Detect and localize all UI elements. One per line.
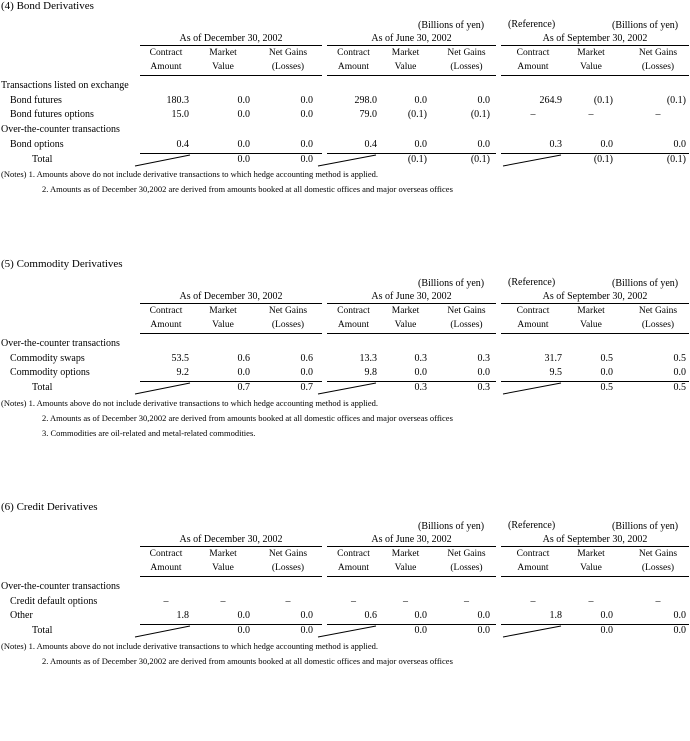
units-label: (Billions of yen) [418, 20, 485, 31]
column-header-line2: (Losses) [450, 563, 483, 573]
column-header-rule [140, 75, 322, 76]
cell-value: 0.0 [237, 109, 250, 121]
not-applicable-slash [318, 155, 376, 167]
cell-value: 0.0 [673, 625, 686, 637]
column-header-line1: Net Gains [268, 306, 308, 316]
column-header-line2: (Losses) [641, 320, 675, 330]
column-header-line2: (Losses) [641, 62, 675, 72]
cell-value: 0.0 [477, 367, 490, 379]
cell-value: 9.5 [549, 367, 562, 379]
cell-value: 0.0 [414, 94, 427, 106]
column-header-line1: Contract [337, 549, 370, 559]
column-header-line2: (Losses) [641, 563, 675, 573]
column-header-line1: Market [577, 48, 605, 58]
column-header-rule [501, 576, 689, 577]
cell-value: 0.3 [414, 352, 427, 364]
note-line: 2. Amounts as of December 30,2002 are derived from amounts booked at all domestic offices and major overseas offices [42, 412, 453, 423]
cell-value: 0.0 [237, 367, 250, 379]
period-header: As of June 30, 2002 [371, 33, 452, 44]
units-label: (Billions of yen) [418, 278, 485, 289]
note-line: 2. Amounts as of December 30,2002 are derived from amounts booked at all domestic offices and major overseas offices [42, 655, 453, 666]
cell-value: 0.5 [600, 382, 613, 394]
reference-label: (Reference) [508, 19, 556, 30]
column-header-line2: Amount [337, 320, 370, 330]
cell-value: 0.7 [237, 382, 250, 394]
units-label: (Billions of yen) [612, 278, 679, 289]
column-header-line2: (Losses) [450, 320, 483, 330]
cell-value: – [655, 595, 661, 607]
column-header-line2: Amount [517, 563, 549, 573]
column-header-line1: Net Gains [638, 549, 678, 559]
cell-value: 0.0 [477, 625, 490, 637]
section-title: (6) Credit Derivatives [1, 501, 98, 513]
cell-value: 0.0 [300, 109, 313, 121]
category-label: Over-the-counter transactions [1, 581, 120, 592]
column-header-line1: Contract [337, 48, 370, 58]
cell-value: 53.5 [171, 352, 189, 364]
not-applicable-slash [503, 383, 561, 395]
header-rule [501, 45, 689, 46]
cell-value: 9.8 [364, 367, 377, 379]
cell-value: 0.0 [477, 138, 490, 150]
cell-value: 0.4 [364, 138, 377, 150]
column-header-line2: Amount [150, 563, 182, 573]
cell-value: 0.5 [673, 352, 686, 364]
cell-value: 9.2 [176, 367, 189, 379]
cell-value: (0.1) [593, 153, 613, 165]
column-header-line2: Amount [150, 62, 182, 72]
cell-value: 0.0 [300, 153, 313, 165]
section-4 [0, 0, 690, 240]
period-header: As of December 30, 2002 [179, 33, 283, 44]
cell-value: 79.0 [359, 109, 377, 121]
column-header-line1: Net Gains [638, 48, 678, 58]
note-line: 3. Commodities are oil-related and metal-related commodities. [42, 427, 256, 438]
cell-value: – [530, 595, 536, 607]
column-header-line1: Net Gains [447, 549, 486, 559]
column-header-line1: Contract [516, 549, 550, 559]
cell-value: 1.8 [549, 610, 562, 622]
period-header: As of September 30, 2002 [542, 33, 648, 44]
cell-value: 0.0 [237, 94, 250, 106]
column-header-line1: Contract [516, 48, 550, 58]
column-header-line1: Net Gains [268, 549, 308, 559]
period-header: As of June 30, 2002 [371, 291, 452, 302]
cell-value: (0.1) [593, 94, 613, 106]
column-header-rule [327, 75, 496, 76]
units-label: (Billions of yen) [418, 521, 485, 532]
cell-value: 0.0 [673, 138, 686, 150]
column-header-line1: Market [577, 306, 605, 316]
total-label: Total [32, 625, 53, 637]
row-label: Other [10, 610, 33, 622]
not-applicable-slash [318, 383, 376, 395]
cell-value: 0.6 [237, 352, 250, 364]
column-header-line2: Value [580, 563, 602, 573]
cell-value: 0.7 [300, 382, 313, 394]
section-title: (4) Bond Derivatives [1, 0, 94, 12]
column-header-line2: Amount [150, 320, 182, 330]
cell-value: 0.4 [176, 138, 189, 150]
column-header-line1: Contract [149, 48, 183, 58]
cell-value: 0.0 [300, 138, 313, 150]
column-header-line1: Market [391, 48, 420, 58]
category-label: Over-the-counter transactions [1, 124, 120, 136]
note-line: (Notes) 1. Amounts above do not include derivative transactions to which hedge accounting method is applied. [1, 640, 378, 651]
cell-value: (0.1) [407, 153, 427, 165]
row-label: Credit default options [10, 595, 98, 607]
header-rule [327, 546, 496, 547]
cell-value: 0.0 [237, 138, 250, 150]
cell-value: 264.9 [539, 94, 562, 106]
column-header-line2: Value [394, 563, 417, 573]
cell-value: 0.0 [673, 610, 686, 622]
column-header-line2: Value [580, 62, 602, 72]
period-header: As of September 30, 2002 [542, 534, 648, 545]
cell-value: 0.0 [600, 610, 613, 622]
column-header-rule [501, 333, 689, 334]
cell-value: 0.6 [364, 610, 377, 622]
column-header-line1: Net Gains [447, 306, 486, 316]
header-rule [140, 45, 322, 46]
column-header-line2: Amount [517, 62, 549, 72]
column-header-rule [140, 576, 322, 577]
cell-value: 0.0 [300, 610, 313, 622]
not-applicable-slash [135, 383, 190, 395]
column-header-line1: Contract [149, 549, 183, 559]
column-header-line2: Amount [337, 62, 370, 72]
cell-value: 0.0 [414, 625, 427, 637]
cell-value: (0.1) [470, 109, 490, 121]
units-label: (Billions of yen) [612, 521, 679, 532]
cell-value: 0.0 [300, 94, 313, 106]
header-rule [501, 303, 689, 304]
column-header-line1: Market [209, 549, 237, 559]
cell-value: (0.1) [470, 153, 490, 165]
column-header-line2: Value [212, 563, 234, 573]
category-label: Over-the-counter transactions [1, 338, 120, 349]
cell-value: 0.0 [477, 610, 490, 622]
cell-value: 0.0 [414, 367, 427, 379]
header-rule [327, 45, 496, 46]
cell-value: 0.0 [237, 610, 250, 622]
cell-value: (0.1) [666, 153, 686, 165]
header-rule [140, 303, 322, 304]
column-header-line1: Net Gains [447, 48, 486, 58]
column-header-line1: Net Gains [638, 306, 678, 316]
column-header-rule [140, 333, 322, 334]
column-header-line2: Value [394, 320, 417, 330]
column-header-line2: (Losses) [450, 62, 483, 72]
category-label: Transactions listed on exchange [1, 80, 129, 91]
section-6 [0, 501, 690, 741]
cell-value: 0.0 [237, 153, 250, 165]
column-header-line1: Market [577, 549, 605, 559]
header-rule [327, 303, 496, 304]
cell-value: 1.8 [176, 610, 189, 622]
note-line: (Notes) 1. Amounts above do not include derivative transactions to which hedge accounting method is applied. [1, 397, 378, 408]
note-line: (Notes) 1. Amounts above do not include derivative transactions to which hedge accounting method is applied. [1, 169, 378, 180]
cell-value: 0.3 [414, 382, 427, 394]
header-rule [501, 546, 689, 547]
period-header: As of December 30, 2002 [179, 291, 283, 302]
cell-value: – [351, 595, 356, 607]
cell-value: 0.0 [600, 625, 613, 637]
reference-label: (Reference) [508, 520, 556, 531]
total-label: Total [32, 153, 53, 165]
column-header-line2: Amount [337, 563, 370, 573]
row-label: Commodity swaps [10, 352, 85, 364]
row-label: Bond options [10, 138, 64, 150]
not-applicable-slash [135, 626, 190, 638]
column-header-line2: (Losses) [271, 62, 305, 72]
row-label: Commodity options [10, 367, 90, 379]
note-line: 2. Amounts as of December 30,2002 are derived from amounts booked at all domestic offices and major overseas offices [42, 184, 453, 195]
cell-value: 0.0 [300, 625, 313, 637]
cell-value: 0.3 [477, 352, 490, 364]
column-header-line1: Market [391, 549, 420, 559]
column-header-line2: Amount [517, 320, 549, 330]
cell-value: 13.3 [359, 352, 377, 364]
period-header: As of June 30, 2002 [371, 534, 452, 545]
header-rule [140, 546, 322, 547]
cell-value: 0.0 [600, 138, 613, 150]
cell-value: 0.0 [673, 367, 686, 379]
cell-value: 31.7 [544, 352, 562, 364]
column-header-line1: Market [209, 48, 237, 58]
cell-value: 0.5 [673, 382, 686, 394]
column-header-line1: Contract [516, 306, 550, 316]
cell-value: 0.6 [300, 352, 313, 364]
column-header-line1: Contract [337, 306, 370, 316]
period-header: As of December 30, 2002 [179, 534, 283, 545]
total-label: Total [32, 382, 53, 394]
cell-value: – [530, 109, 536, 121]
cell-value: – [588, 109, 594, 121]
column-header-line1: Contract [149, 306, 183, 316]
cell-value: 0.0 [300, 367, 313, 379]
row-label: Bond futures [10, 94, 62, 106]
cell-value: 180.3 [166, 94, 189, 106]
cell-value: 0.5 [600, 352, 613, 364]
cell-value: – [403, 595, 408, 607]
period-header: As of September 30, 2002 [542, 291, 648, 302]
column-header-line1: Market [209, 306, 237, 316]
column-header-line2: Value [212, 320, 234, 330]
column-header-rule [501, 75, 689, 76]
cell-value: (0.1) [407, 109, 427, 121]
units-label: (Billions of yen) [612, 20, 679, 31]
cell-value: 15.0 [171, 109, 189, 121]
cell-value: 0.0 [414, 138, 427, 150]
cell-value: 0.0 [414, 610, 427, 622]
row-label: Bond futures options [10, 109, 94, 121]
cell-value: 0.3 [549, 138, 562, 150]
section-title: (5) Commodity Derivatives [1, 258, 123, 270]
section-5 [0, 258, 690, 498]
cell-value: 298.0 [354, 94, 377, 106]
column-header-line2: Value [394, 62, 417, 72]
cell-value: – [163, 595, 169, 607]
column-header-rule [327, 576, 496, 577]
cell-value: 0.3 [477, 382, 490, 394]
column-header-line1: Net Gains [268, 48, 308, 58]
column-header-rule [327, 333, 496, 334]
cell-value: – [285, 595, 291, 607]
cell-value: – [655, 109, 661, 121]
cell-value: 0.0 [477, 94, 490, 106]
not-applicable-slash [318, 626, 376, 638]
column-header-line2: Value [212, 62, 234, 72]
cell-value: – [220, 595, 226, 607]
cell-value: 0.0 [237, 625, 250, 637]
column-header-line2: (Losses) [271, 320, 305, 330]
cell-value: (0.1) [666, 94, 686, 106]
not-applicable-slash [503, 155, 561, 167]
not-applicable-slash [135, 155, 190, 167]
column-header-line1: Market [391, 306, 420, 316]
column-header-line2: Value [580, 320, 602, 330]
column-header-line2: (Losses) [271, 563, 305, 573]
cell-value: 0.0 [600, 367, 613, 379]
cell-value: – [464, 595, 469, 607]
not-applicable-slash [503, 626, 561, 638]
reference-label: (Reference) [508, 277, 556, 288]
cell-value: – [588, 595, 594, 607]
